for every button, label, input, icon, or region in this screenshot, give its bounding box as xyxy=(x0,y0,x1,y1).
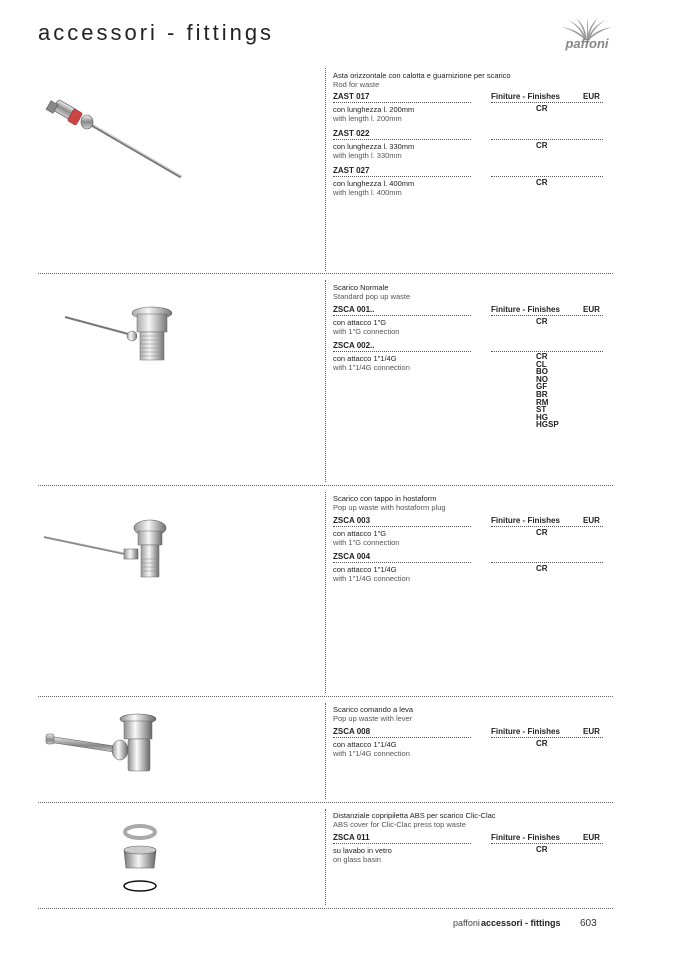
column-divider xyxy=(325,492,326,693)
dotted-rule xyxy=(491,176,603,177)
page-number: 603 xyxy=(580,918,597,929)
variant-desc-en: with length l. 330mm xyxy=(333,151,402,160)
finish-code: CR xyxy=(536,104,548,113)
variant-desc-en: with 1"G connection xyxy=(333,327,400,336)
dotted-rule xyxy=(333,139,471,140)
product-code: ZAST 022 xyxy=(333,129,370,138)
dotted-rule xyxy=(333,526,471,527)
column-divider xyxy=(325,703,326,799)
variant-desc-en: with 1"1/4G connection xyxy=(333,749,410,758)
dotted-rule xyxy=(333,351,471,352)
product-code: ZSCA 001.. xyxy=(333,305,375,314)
finish-code: GF xyxy=(536,382,548,392)
product-code: ZAST 027 xyxy=(333,166,370,175)
finishes-header: Finiture - Finishes xyxy=(491,727,560,736)
dotted-rule xyxy=(491,843,603,844)
dotted-rule xyxy=(491,102,603,103)
product-code: ZSCA 004 xyxy=(333,552,371,561)
product-code: ZSCA 011 xyxy=(333,833,370,842)
page-title: accessori - fittings xyxy=(38,20,275,45)
variant-desc-it: su lavabo in vetro xyxy=(333,846,392,855)
finishes-header: Finiture - Finishes xyxy=(491,833,560,842)
product-code: ZSCA 003 xyxy=(333,516,371,525)
variant-desc-it: con attacco 1"G xyxy=(333,318,387,327)
product-title-en: Pop up waste with lever xyxy=(333,714,413,723)
variant-desc-it: con attacco 1"1/4G xyxy=(333,565,397,574)
column-divider xyxy=(325,280,326,482)
finish-code: CR xyxy=(536,564,548,573)
section-divider xyxy=(38,802,613,803)
dotted-rule xyxy=(491,139,603,140)
abs-cover-spacer-image xyxy=(118,822,162,896)
finish-code: CR xyxy=(536,352,548,361)
product-title-en: Pop up waste with hostaform plug xyxy=(333,503,446,512)
dotted-rule xyxy=(333,562,471,563)
variant-desc-en: on glass basin xyxy=(333,855,381,864)
variant-desc-en: with 1"1/4G connection xyxy=(333,363,410,372)
variant-desc-it: con attacco 1"1/4G xyxy=(333,354,397,363)
product-code: ZAST 017 xyxy=(333,92,370,101)
finish-code: CR xyxy=(536,739,548,748)
footer-section: accessori - fittings xyxy=(481,918,561,928)
product-title-it: Scarico Normale xyxy=(333,283,389,292)
finish-code: NO xyxy=(536,374,548,384)
variant-desc-it: con lunghezza l. 400mm xyxy=(333,179,415,188)
paffoni-logo xyxy=(556,18,618,54)
eur-header: EUR xyxy=(583,833,600,842)
section-divider xyxy=(38,696,613,697)
variant-desc-en: with length l. 200mm xyxy=(333,114,402,123)
column-divider xyxy=(325,68,326,271)
dotted-rule xyxy=(491,737,603,738)
lever-pop-up-waste-image xyxy=(44,712,174,784)
variant-desc-it: con lunghezza l. 200mm xyxy=(333,105,415,114)
finish-code: CR xyxy=(536,141,548,150)
product-title-en: ABS cover for Clic-Clac press top waste xyxy=(333,820,466,829)
finish-code: BR xyxy=(536,389,548,399)
dotted-rule xyxy=(491,315,603,316)
finish-code: CR xyxy=(536,845,548,854)
product-title-it: Scarico con tappo in hostaform xyxy=(333,494,437,503)
finish-list xyxy=(536,353,559,429)
finishes-header: Finiture - Finishes xyxy=(491,92,560,101)
finishes-header: Finiture - Finishes xyxy=(491,516,560,525)
dotted-rule xyxy=(333,176,471,177)
finish-code: HGSP xyxy=(536,420,559,430)
product-code: ZSCA 002.. xyxy=(333,341,375,350)
eur-header: EUR xyxy=(583,727,600,736)
dotted-rule xyxy=(333,843,471,844)
section-divider xyxy=(38,485,613,486)
dotted-rule xyxy=(491,526,603,527)
eur-header: EUR xyxy=(583,92,600,101)
section-divider xyxy=(38,908,613,909)
standard-pop-up-waste-image xyxy=(60,300,180,370)
footer-brand: paffoni xyxy=(453,918,480,928)
finish-code: BO xyxy=(536,367,548,377)
section-divider xyxy=(38,273,613,274)
finishes-header: Finiture - Finishes xyxy=(491,305,560,314)
product-title-en: Standard pop up waste xyxy=(333,292,411,301)
product-code: ZSCA 008 xyxy=(333,727,371,736)
product-title-it: Distanziale copripiletta ABS per scarico Clic-Clac xyxy=(333,811,496,820)
finish-code: CL xyxy=(536,359,547,369)
finish-code: RM xyxy=(536,397,549,407)
product-title-en: Rod for waste xyxy=(333,80,380,89)
variant-desc-en: with 1"G connection xyxy=(333,538,400,547)
variant-desc-it: con attacco 1"G xyxy=(333,529,387,538)
finish-code: HG xyxy=(536,412,548,422)
logo-wordmark: paffoni xyxy=(565,36,609,51)
horizontal-rod-image xyxy=(40,90,190,185)
finish-code: ST xyxy=(536,405,547,415)
column-divider xyxy=(325,809,326,905)
variant-desc-en: with length l. 400mm xyxy=(333,188,402,197)
variant-desc-it: con lunghezza l. 330mm xyxy=(333,142,415,151)
hostaform-pop-up-waste-image xyxy=(42,515,182,585)
finish-code: CR xyxy=(536,528,548,537)
finish-code: CR xyxy=(536,178,548,187)
dotted-rule xyxy=(491,562,603,563)
dotted-rule xyxy=(333,315,471,316)
dotted-rule xyxy=(333,737,471,738)
product-title-it: Asta orizzontale con calotta e guarnizione per scarico xyxy=(333,71,511,80)
eur-header: EUR xyxy=(583,305,600,314)
variant-desc-it: con attacco 1"1/4G xyxy=(333,740,397,749)
variant-desc-en: with 1"1/4G connection xyxy=(333,574,410,583)
product-title-it: Scarico comando a leva xyxy=(333,705,414,714)
finish-code: CR xyxy=(536,317,548,326)
dotted-rule xyxy=(333,102,471,103)
eur-header: EUR xyxy=(583,516,600,525)
